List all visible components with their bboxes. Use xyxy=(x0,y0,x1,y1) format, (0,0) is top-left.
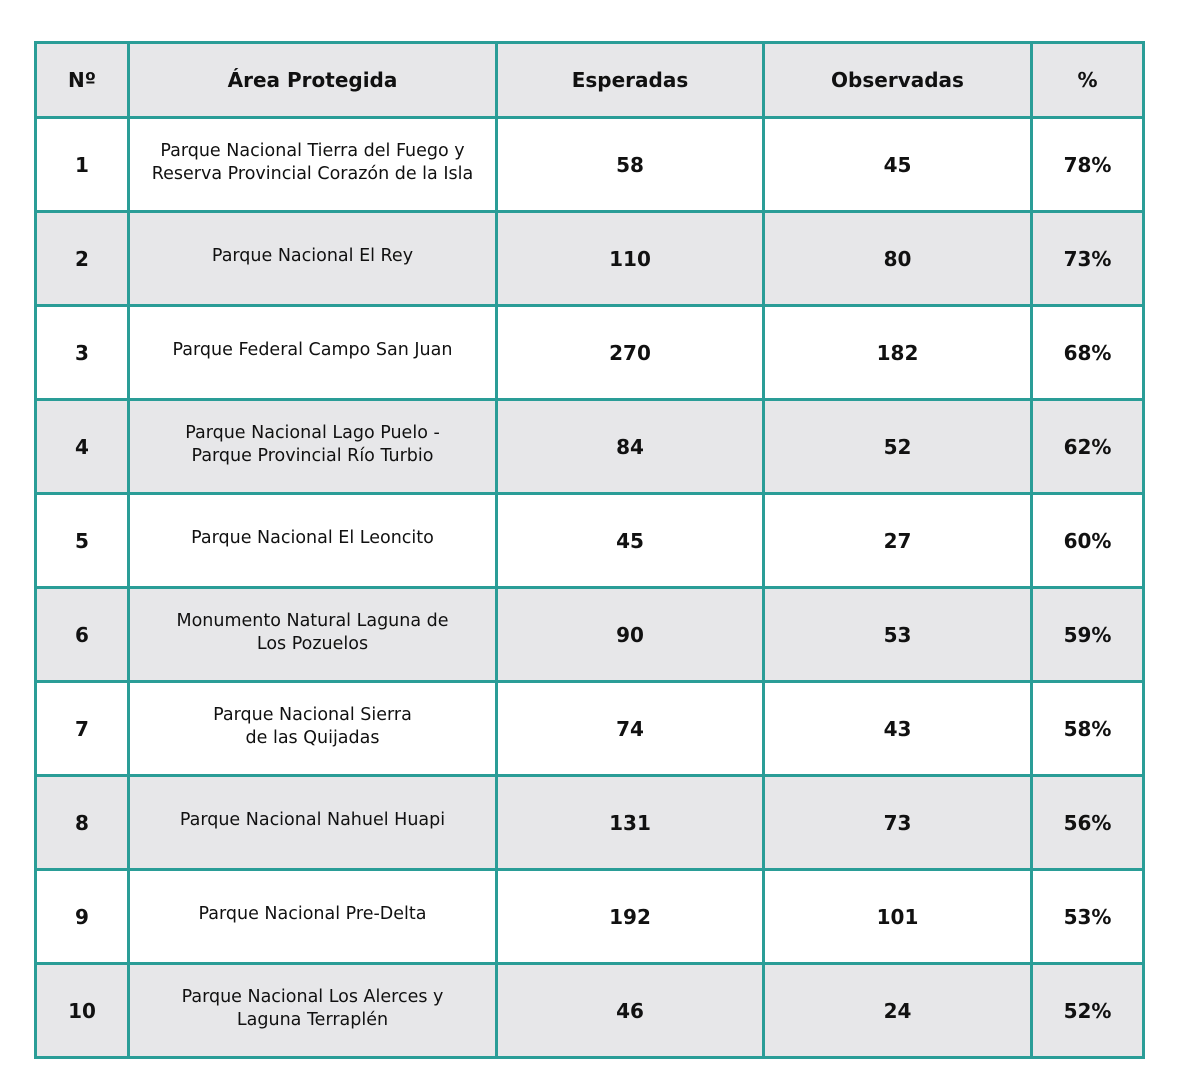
table-row xyxy=(36,494,1144,588)
header-observadas: Observadas xyxy=(764,43,1032,118)
header-pct: % xyxy=(1032,43,1144,118)
cell-pct: 62% xyxy=(1032,400,1144,494)
cell-num: 7 xyxy=(36,682,129,776)
table-row xyxy=(36,870,1144,964)
cell-pct: 58% xyxy=(1032,682,1144,776)
protected-areas-table xyxy=(34,41,1145,1059)
cell-num: 8 xyxy=(36,776,129,870)
cell-area: Parque Nacional El Rey xyxy=(129,212,497,306)
cell-num: 9 xyxy=(36,870,129,964)
cell-area: Parque Federal Campo San Juan xyxy=(129,306,497,400)
cell-num: 6 xyxy=(36,588,129,682)
cell-esperadas: 74 xyxy=(497,682,764,776)
table-header xyxy=(36,43,1144,118)
cell-area: Parque Nacional Pre-Delta xyxy=(129,870,497,964)
cell-pct: 78% xyxy=(1032,118,1144,212)
cell-num: 10 xyxy=(36,964,129,1058)
cell-observadas: 80 xyxy=(764,212,1032,306)
table-row xyxy=(36,118,1144,212)
cell-esperadas: 58 xyxy=(497,118,764,212)
table-row xyxy=(36,682,1144,776)
cell-observadas: 43 xyxy=(764,682,1032,776)
cell-num: 3 xyxy=(36,306,129,400)
cell-pct: 56% xyxy=(1032,776,1144,870)
table-row xyxy=(36,212,1144,306)
cell-observadas: 53 xyxy=(764,588,1032,682)
cell-esperadas: 90 xyxy=(497,588,764,682)
table-row xyxy=(36,306,1144,400)
cell-observadas: 24 xyxy=(764,964,1032,1058)
cell-area: Parque Nacional Lago Puelo - Parque Provincial Río Turbio xyxy=(129,400,497,494)
cell-num: 4 xyxy=(36,400,129,494)
table-row xyxy=(36,964,1144,1058)
table-body xyxy=(36,118,1144,1058)
protected-areas-table-container xyxy=(34,41,1142,1059)
cell-area: Parque Nacional Sierra de las Quijadas xyxy=(129,682,497,776)
cell-observadas: 101 xyxy=(764,870,1032,964)
cell-esperadas: 270 xyxy=(497,306,764,400)
cell-pct: 73% xyxy=(1032,212,1144,306)
cell-esperadas: 45 xyxy=(497,494,764,588)
cell-num: 1 xyxy=(36,118,129,212)
cell-observadas: 52 xyxy=(764,400,1032,494)
cell-pct: 60% xyxy=(1032,494,1144,588)
table-row xyxy=(36,776,1144,870)
cell-observadas: 45 xyxy=(764,118,1032,212)
header-num: Nº xyxy=(36,43,129,118)
cell-observadas: 182 xyxy=(764,306,1032,400)
cell-observadas: 27 xyxy=(764,494,1032,588)
table-row xyxy=(36,588,1144,682)
cell-area: Parque Nacional Los Alerces y Laguna Terraplén xyxy=(129,964,497,1058)
cell-observadas: 73 xyxy=(764,776,1032,870)
cell-esperadas: 192 xyxy=(497,870,764,964)
cell-pct: 59% xyxy=(1032,588,1144,682)
cell-area: Parque Nacional Nahuel Huapi xyxy=(129,776,497,870)
table-row xyxy=(36,400,1144,494)
cell-num: 2 xyxy=(36,212,129,306)
cell-area: Parque Nacional El Leoncito xyxy=(129,494,497,588)
cell-area: Monumento Natural Laguna de Los Pozuelos xyxy=(129,588,497,682)
header-area: Área Protegida xyxy=(129,43,497,118)
cell-num: 5 xyxy=(36,494,129,588)
cell-pct: 53% xyxy=(1032,870,1144,964)
header-row xyxy=(36,43,1144,118)
header-esperadas: Esperadas xyxy=(497,43,764,118)
cell-esperadas: 84 xyxy=(497,400,764,494)
cell-esperadas: 131 xyxy=(497,776,764,870)
cell-pct: 68% xyxy=(1032,306,1144,400)
cell-esperadas: 110 xyxy=(497,212,764,306)
cell-area: Parque Nacional Tierra del Fuego y Reserva Provincial Corazón de la Isla xyxy=(129,118,497,212)
cell-esperadas: 46 xyxy=(497,964,764,1058)
cell-pct: 52% xyxy=(1032,964,1144,1058)
